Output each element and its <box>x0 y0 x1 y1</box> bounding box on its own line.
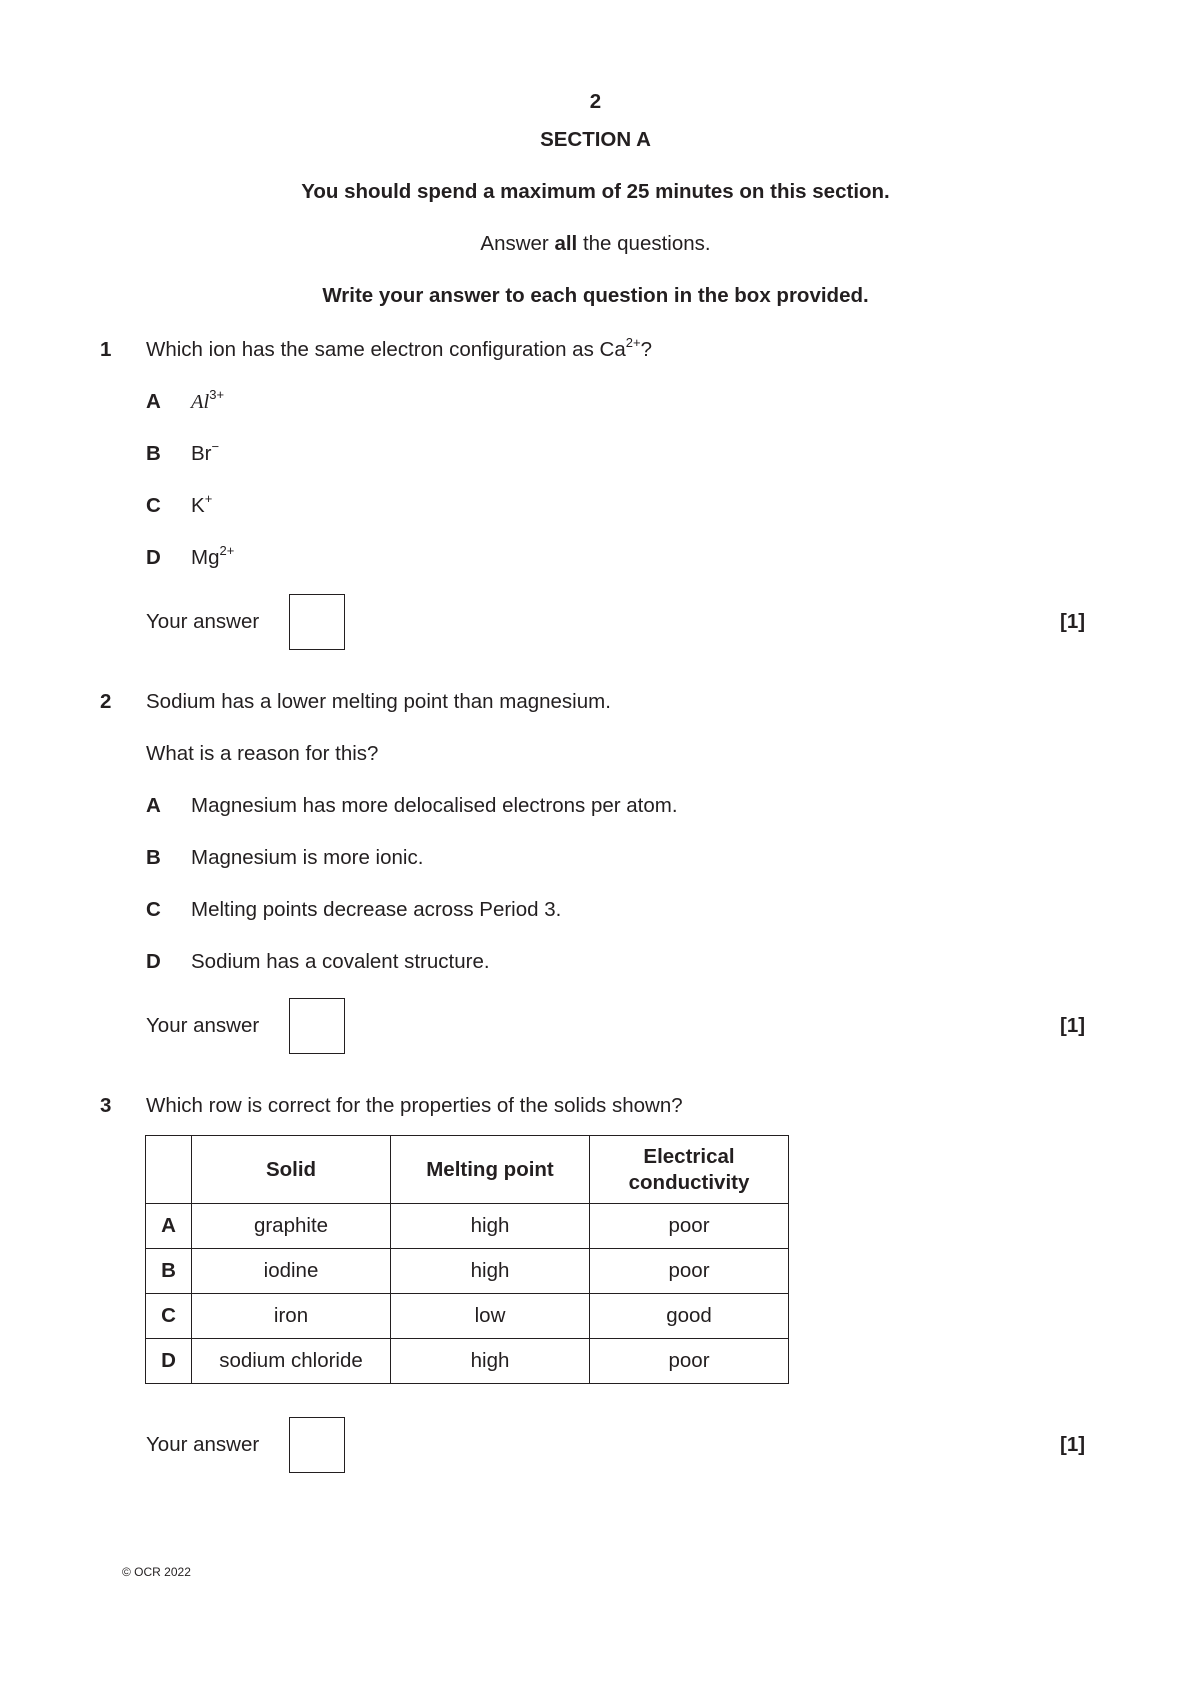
table-row <box>146 1204 789 1249</box>
q2-answer-box[interactable] <box>289 998 345 1054</box>
q1-option-c-letter: C <box>146 494 161 517</box>
q2-subtext: What is a reason for this? <box>146 742 379 765</box>
q1-option-d-letter: D <box>146 546 161 569</box>
table-header-row <box>146 1136 789 1204</box>
q3-marks: [1] <box>1060 1433 1086 1456</box>
answer-instruction-pre: Answer <box>480 232 555 255</box>
q2-option-d-letter: D <box>146 950 161 973</box>
time-instruction: You should spend a maximum of 25 minutes on this section. <box>301 180 890 203</box>
cell-conductivity: poor <box>590 1249 789 1294</box>
q1-number: 1 <box>100 338 112 361</box>
answer-instruction-post: the questions. <box>577 232 711 255</box>
q2-answer-label: Your answer <box>146 1014 260 1037</box>
q3-answer-box[interactable] <box>289 1417 345 1473</box>
q1-answer-box[interactable] <box>289 594 345 650</box>
cell-conductivity: good <box>590 1294 789 1339</box>
cell-melting-point: high <box>391 1249 590 1294</box>
row-label: B <box>146 1249 192 1294</box>
q3-number: 3 <box>100 1094 112 1117</box>
q1-option-c-sup: + <box>204 491 213 506</box>
cell-melting-point: low <box>391 1294 590 1339</box>
q1-marks: [1] <box>1060 610 1086 633</box>
q2-option-c-letter: C <box>146 898 161 921</box>
q1-option-d-base: Mg <box>191 546 220 569</box>
q2-number: 2 <box>100 690 112 713</box>
cell-solid: iodine <box>192 1249 391 1294</box>
q2-option-b-letter: B <box>146 846 161 869</box>
row-label: A <box>146 1204 192 1249</box>
table-row <box>146 1249 789 1294</box>
q3-answer-label: Your answer <box>146 1433 260 1456</box>
q2-option-c: Melting points decrease across Period 3. <box>191 898 562 921</box>
row-label: D <box>146 1339 192 1384</box>
q1-option-c-base: K <box>191 494 205 517</box>
cell-conductivity: poor <box>590 1339 789 1384</box>
q2-option-d: Sodium has a covalent structure. <box>191 950 490 973</box>
q1-option-a-sup: 3+ <box>209 387 225 402</box>
q1-option-b-base: Br <box>191 442 212 465</box>
q2-option-a-letter: A <box>146 794 161 817</box>
table-header-empty <box>146 1136 192 1204</box>
conductivity-header-line2: conductivity <box>628 1170 750 1194</box>
row-label: C <box>146 1294 192 1339</box>
copyright-footer: © OCR 2022 <box>122 1565 191 1579</box>
q1-text-end: ? <box>640 338 652 361</box>
q1-option-c <box>191 491 213 518</box>
page-number: 2 <box>589 90 602 113</box>
q1-answer-label: Your answer <box>146 610 260 633</box>
q1-option-a-letter: A <box>146 390 161 413</box>
q1-text-main: Which ion has the same electron configuration as Ca <box>146 338 626 361</box>
conductivity-header-line1: Electrical <box>643 1144 735 1168</box>
q1-text <box>146 335 652 362</box>
table-header-solid: Solid <box>192 1136 391 1204</box>
cell-solid: iron <box>192 1294 391 1339</box>
table-row <box>146 1339 789 1384</box>
q1-text-sup: 2+ <box>625 335 641 350</box>
table-header-melting-point: Melting point <box>391 1136 590 1204</box>
q2-option-a: Magnesium has more delocalised electrons per atom. <box>191 794 678 817</box>
q2-text: Sodium has a lower melting point than magnesium. <box>146 690 611 713</box>
q3-text: Which row is correct for the properties of the solids shown? <box>146 1094 683 1117</box>
cell-conductivity: poor <box>590 1204 789 1249</box>
q2-marks: [1] <box>1060 1014 1086 1037</box>
q1-option-a-base: Al <box>191 391 210 413</box>
cell-solid: sodium chloride <box>192 1339 391 1384</box>
q1-option-b-letter: B <box>146 442 161 465</box>
table-row <box>146 1294 789 1339</box>
section-title: SECTION A <box>540 128 651 151</box>
q1-option-d <box>191 543 235 570</box>
cell-melting-point: high <box>391 1204 590 1249</box>
properties-table <box>145 1135 789 1384</box>
q1-option-a <box>191 387 225 414</box>
answer-instruction <box>0 232 1191 256</box>
box-instruction: Write your answer to each question in the box provided. <box>322 284 869 307</box>
answer-instruction-bold: all <box>554 232 578 255</box>
q1-option-d-sup: 2+ <box>219 543 235 558</box>
table-header-conductivity <box>590 1136 789 1204</box>
cell-melting-point: high <box>391 1339 590 1384</box>
q1-option-b <box>191 439 220 466</box>
cell-solid: graphite <box>192 1204 391 1249</box>
q2-option-b: Magnesium is more ionic. <box>191 846 424 869</box>
q1-option-b-sup: − <box>211 439 220 454</box>
